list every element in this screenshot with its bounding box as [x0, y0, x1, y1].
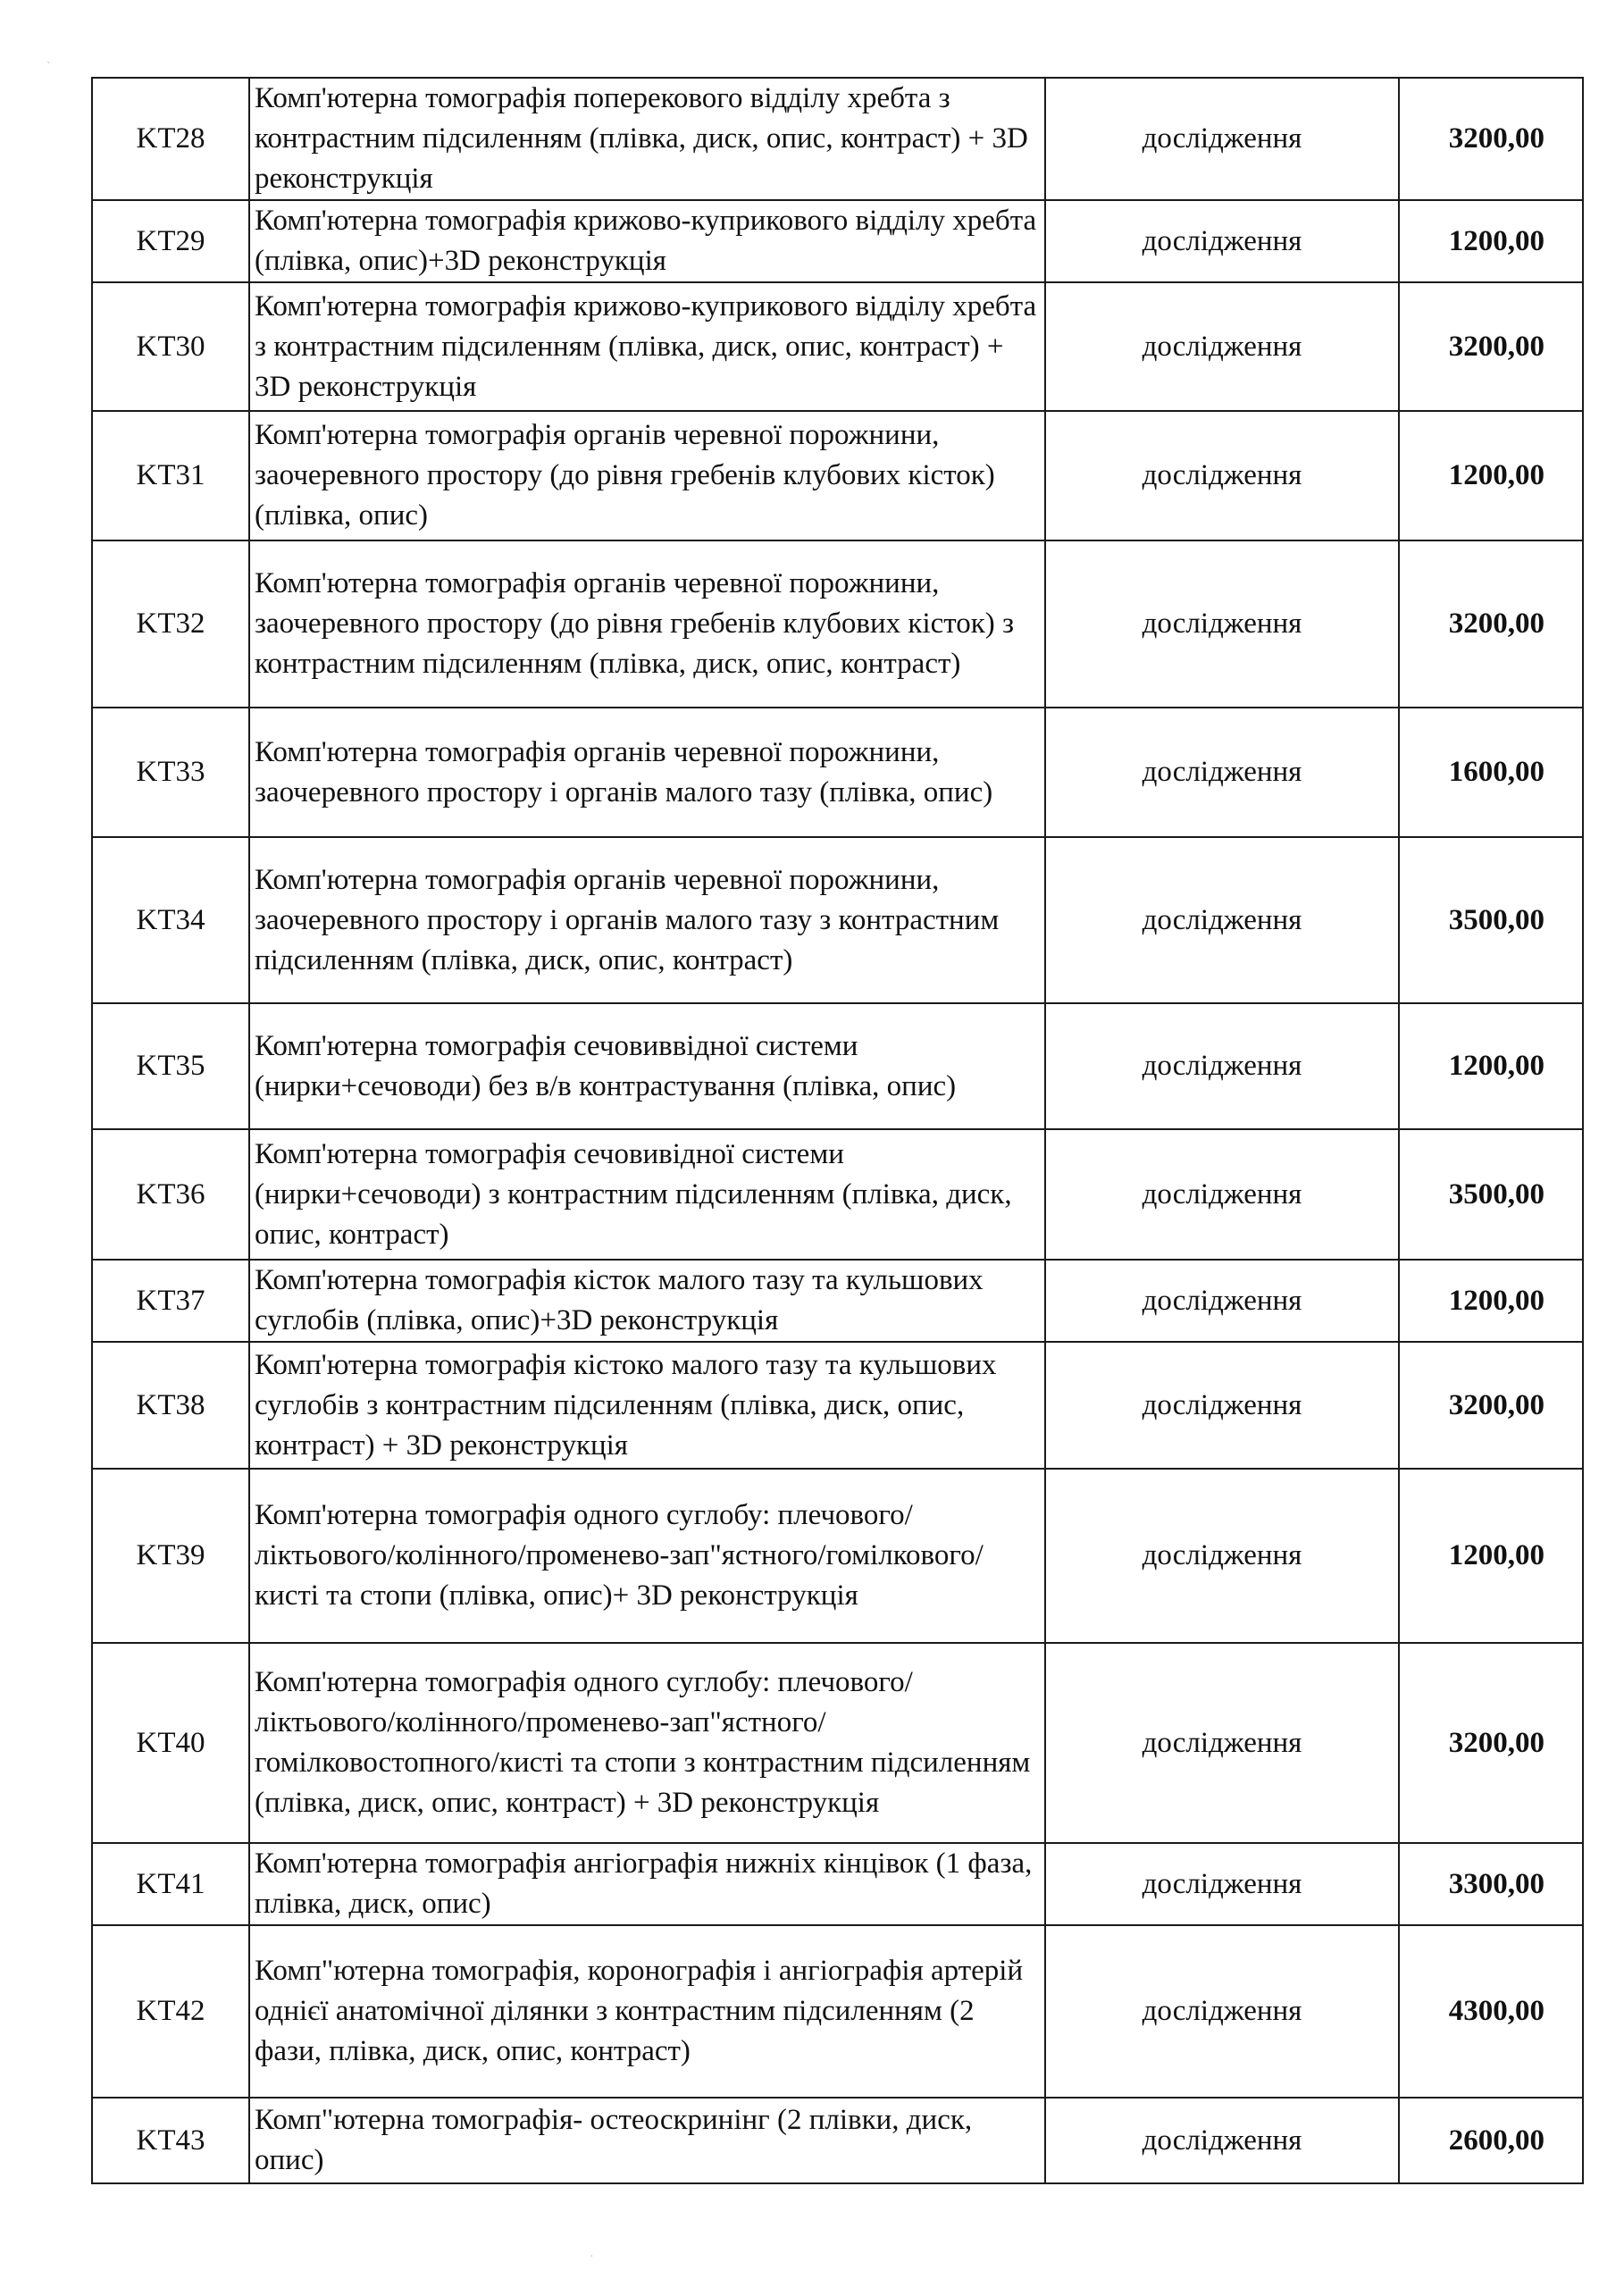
service-code: KT39	[92, 1469, 249, 1643]
service-price: 1200,00	[1399, 1003, 1583, 1129]
service-description	[249, 837, 1045, 1003]
service-code: KT42	[92, 1925, 249, 2098]
table-row	[92, 1469, 1583, 1643]
service-unit: дослідження	[1045, 1925, 1399, 2098]
service-description	[249, 1925, 1045, 2098]
service-price: 3200,00	[1399, 1643, 1583, 1843]
service-unit: дослідження	[1045, 1003, 1399, 1129]
service-price: 3200,00	[1399, 78, 1583, 200]
price-list-table	[91, 77, 1584, 2184]
service-code: KT35	[92, 1003, 249, 1129]
service-unit: дослідження	[1045, 540, 1399, 708]
service-description	[249, 540, 1045, 708]
service-description	[249, 78, 1045, 200]
table-row	[92, 1643, 1583, 1843]
service-description-text: Комп'ютерна томографія одного суглобу: плечового/ліктьового/колінного/променево-зап"ястного/гомілкового/кисті та стопи (плівка, опис)+ 3D реконструкція	[255, 1499, 984, 1612]
service-code: KT43	[92, 2098, 249, 2183]
service-description-text: Комп'ютерна томографія крижово-куприкового відділу хребта (плівка, опис)+3D реконструкція	[255, 205, 1037, 277]
service-code: KT41	[92, 1843, 249, 1925]
service-description	[249, 1342, 1045, 1469]
table-row	[92, 2098, 1583, 2183]
service-description	[249, 1003, 1045, 1129]
service-code: KT36	[92, 1129, 249, 1260]
service-code: KT32	[92, 540, 249, 708]
service-code: KT37	[92, 1260, 249, 1342]
service-price: 3300,00	[1399, 1843, 1583, 1925]
service-unit: дослідження	[1045, 282, 1399, 411]
service-price: 1200,00	[1399, 411, 1583, 540]
service-description	[249, 200, 1045, 282]
service-description-text: Комп'ютерна томографія сечовивідної системи (нирки+сечоводи) з контрастним підсиленням (плівка, диск, опис, контраст)	[255, 1137, 1012, 1251]
service-description-text: Комп'ютерна томографія органів черевної порожнини, заочеревного простору (до рівня гребенів клубових кісток)(плівка, опис)	[255, 419, 995, 532]
service-code: KT28	[92, 78, 249, 200]
service-unit: дослідження	[1045, 1843, 1399, 1925]
service-unit: дослідження	[1045, 1469, 1399, 1643]
service-price: 3200,00	[1399, 1342, 1583, 1469]
service-description	[249, 411, 1045, 540]
service-price: 3200,00	[1399, 282, 1583, 411]
service-description-text: Комп'ютерна томографія органів черевної порожнини, заочеревного простору і органів малого тазу (плівка, опис)	[255, 735, 993, 808]
service-description	[249, 1643, 1045, 1843]
table-row	[92, 1925, 1583, 2098]
price-list-body	[92, 78, 1583, 2183]
service-description-text: Комп'ютерна томографія органів черевної порожнини, заочеревного простору (до рівня гребенів клубових кісток) з контрастним підсиленням (плівка, диск, опис, контраст)	[255, 567, 1015, 680]
service-unit: дослідження	[1045, 1643, 1399, 1843]
table-row	[92, 282, 1583, 411]
service-description-text: Комп"ютерна томографія- остеоскринінг (2 плівки, диск, опис)	[255, 2104, 973, 2176]
service-code: KT38	[92, 1342, 249, 1469]
table-row	[92, 1129, 1583, 1260]
scan-speck: ˎ	[46, 51, 51, 64]
service-description	[249, 708, 1045, 837]
service-code: KT40	[92, 1643, 249, 1843]
table-row	[92, 1843, 1583, 1925]
table-row	[92, 1003, 1583, 1129]
service-description	[249, 1469, 1045, 1643]
table-row	[92, 1260, 1583, 1342]
service-unit: дослідження	[1045, 1342, 1399, 1469]
service-price: 1200,00	[1399, 200, 1583, 282]
service-code: KT30	[92, 282, 249, 411]
service-price: 3500,00	[1399, 1129, 1583, 1260]
service-description	[249, 2098, 1045, 2183]
service-description-text: Комп'ютерна томографія кісток малого тазу та кульшових суглобів (плівка, опис)+3D реконструкція	[255, 1264, 984, 1336]
service-unit: дослідження	[1045, 2098, 1399, 2183]
service-unit: дослідження	[1045, 1129, 1399, 1260]
service-description-text: Комп'ютерна томографія ангіографія нижніх кінцівок (1 фаза, плівка, диск, опис)	[255, 1847, 1033, 1920]
service-code: KT33	[92, 708, 249, 837]
service-description-text: Комп'ютерна томографія кістоко малого тазу та кульшових суглобів з контрастним підсиленням (плівка, диск, опис, контраст) + 3D реконструкція	[255, 1348, 997, 1462]
table-row	[92, 78, 1583, 200]
service-code: KT29	[92, 200, 249, 282]
service-price: 3200,00	[1399, 540, 1583, 708]
service-description-text: Комп"ютерна томографія, коронографія і ангіографія артерій однієї анатомічної ділянки з контрастним підсиленням (2 фази, плівка, диск, опис, контраст)	[255, 1955, 1024, 2067]
table-row	[92, 411, 1583, 540]
service-price: 3500,00	[1399, 837, 1583, 1003]
service-description	[249, 1260, 1045, 1342]
service-unit: дослідження	[1045, 837, 1399, 1003]
service-description-text: Комп'ютерна томографія органів черевної порожнини, заочеревного простору і органів малого тазу з контрастним підсиленням (плівка, диск, опис, контраст)	[255, 863, 1000, 976]
service-code: KT31	[92, 411, 249, 540]
table-row	[92, 708, 1583, 837]
service-description	[249, 1129, 1045, 1260]
service-price: 1200,00	[1399, 1469, 1583, 1643]
service-description	[249, 1843, 1045, 1925]
service-price: 1600,00	[1399, 708, 1583, 837]
service-description-text: Комп'ютерна томографія крижово-куприкового відділу хребта з контрастним підсиленням (плівка, диск, опис, контраст) + 3D реконструкція	[255, 289, 1037, 403]
service-price: 2600,00	[1399, 2098, 1583, 2183]
service-unit: дослідження	[1045, 200, 1399, 282]
table-row	[92, 540, 1583, 708]
table-row	[92, 200, 1583, 282]
service-unit: дослідження	[1045, 1260, 1399, 1342]
service-description	[249, 282, 1045, 411]
scan-speck: ·	[590, 2250, 594, 2264]
table-row	[92, 837, 1583, 1003]
service-description-text: Комп'ютерна томографія поперекового відділу хребта з контрастним підсиленням (плівка, диск, опис, контраст) + 3D реконструкція	[255, 82, 1028, 195]
service-unit: дослідження	[1045, 411, 1399, 540]
service-price: 1200,00	[1399, 1260, 1583, 1342]
service-description-text: Комп'ютерна томографія сечовиввідної системи (нирки+сечоводи) без в/в контрастування (плівка, опис)	[255, 1029, 957, 1102]
service-code: KT34	[92, 837, 249, 1003]
table-row	[92, 1342, 1583, 1469]
service-price: 4300,00	[1399, 1925, 1583, 2098]
service-description-text: Комп'ютерна томографія одного суглобу: плечового/ліктьового/колінного/променево-зап"ястного/гомілковостопного/кисті та стопи з контрастним підсиленням (плівка, диск, опис, контраст) + 3D реконструкція	[255, 1666, 1031, 1819]
service-unit: дослідження	[1045, 78, 1399, 200]
service-unit: дослідження	[1045, 708, 1399, 837]
